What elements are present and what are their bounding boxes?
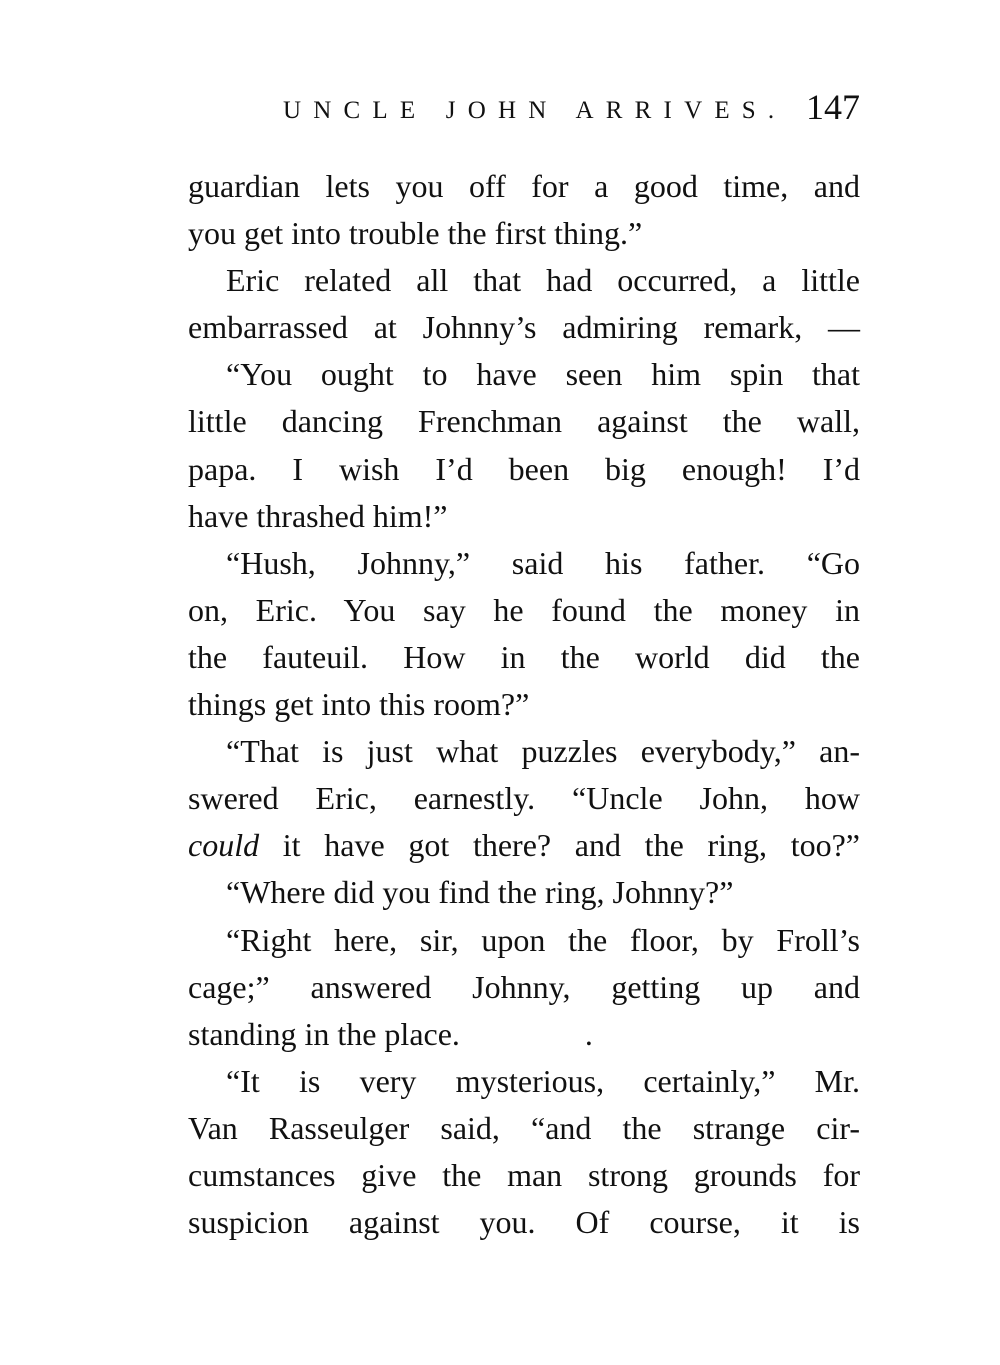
- text-line: Eric related all that had occurred, a little: [226, 262, 860, 299]
- text-line: “Where did you find the ring, Johnny?”: [226, 874, 734, 911]
- italic-word: could: [188, 827, 260, 864]
- text-line: on, Eric. You say he found the money in: [188, 591, 860, 628]
- stray-mark: .: [584, 1015, 593, 1052]
- text-line: “It is very mysterious, certainly,” Mr.: [226, 1062, 860, 1099]
- text-line: have thrashed him!”: [188, 497, 448, 534]
- text-line: swered Eric, earnestly. “Uncle John, how: [188, 780, 860, 817]
- text-line: things get into this room?”: [188, 686, 530, 723]
- running-head: [188, 88, 860, 132]
- text-line: suspicion against you. Of course, it is: [188, 1204, 860, 1241]
- text-line: embarrassed at Johnny’s admiring remark, —: [188, 309, 860, 346]
- text-line: the fauteuil. How in the world did the: [188, 638, 860, 675]
- text-line: “Right here, sir, upon the floor, by Froll’s: [226, 921, 860, 958]
- text-line: cumstances give the man strong grounds for: [188, 1156, 860, 1193]
- body-text: [188, 163, 860, 1246]
- text-line: you get into trouble the first thing.”: [188, 215, 643, 252]
- page-number: 147: [806, 87, 860, 127]
- text-line-rest: it have got there? and the ring, too?”: [259, 827, 860, 864]
- running-title: UNCLE JOHN ARRIVES.: [283, 97, 787, 124]
- text-line: papa. I wish I’d been big enough! I’d: [188, 450, 860, 487]
- text-line: [188, 1011, 860, 1058]
- text-line: cage;” answered Johnny, getting up and: [188, 968, 860, 1005]
- text-line: “That is just what puzzles everybody,” an-: [226, 733, 860, 770]
- text-line-content: standing in the place.: [188, 1015, 460, 1052]
- text-line: guardian lets you off for a good time, and: [188, 168, 860, 204]
- text-line: “You ought to have seen him spin that: [226, 356, 860, 393]
- text-line: “Hush, Johnny,” said his father. “Go: [226, 544, 860, 581]
- text-line: little dancing Frenchman against the wall,: [188, 403, 860, 440]
- text-line: [188, 822, 860, 869]
- text-line: Van Rasseulger said, “and the strange cir-: [188, 1109, 860, 1146]
